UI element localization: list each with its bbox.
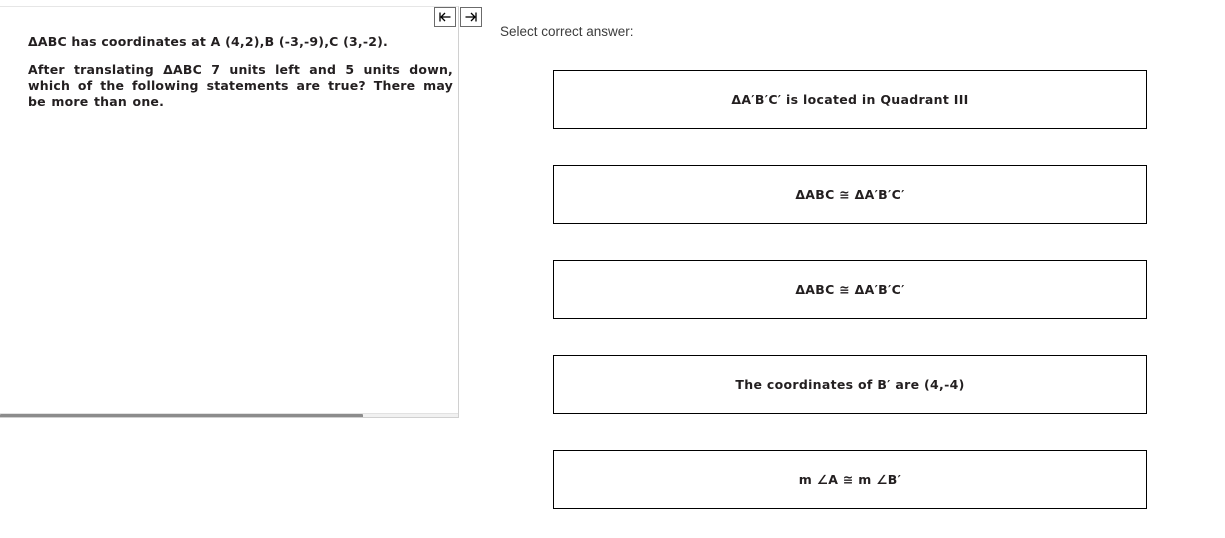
navigation-buttons (434, 7, 482, 27)
answer-choice-label: ΔA′B′C′ is located in Quadrant III (731, 92, 969, 107)
previous-question-button[interactable] (434, 7, 456, 27)
answer-choice[interactable] (553, 450, 1147, 509)
question-line-1: ΔABC has coordinates at A (4,2),B (-3,-9),C (3,-2). (28, 34, 388, 49)
question-panel (0, 6, 459, 418)
select-answer-prompt: Select correct answer: (500, 24, 634, 39)
arrow-right-bar-icon (464, 11, 478, 23)
answer-choice-label: The coordinates of B′ are (4,-4) (735, 377, 965, 392)
answer-choice-label: ΔABC ≅ ΔA′B′C′ (795, 187, 905, 202)
answer-choice-label: ΔABC ≅ ΔA′B′C′ (795, 282, 905, 297)
arrow-left-bar-icon (438, 11, 452, 23)
answer-choice[interactable] (553, 70, 1147, 129)
answers-panel (500, 0, 1200, 538)
next-question-button[interactable] (460, 7, 482, 27)
question-text (28, 34, 459, 122)
question-line-2: After translating ΔABC 7 units left and 5 units down, which of the following statements are true? There may be more than one. (28, 62, 453, 109)
answer-choice[interactable] (553, 355, 1147, 414)
question-hscrollbar-thumb[interactable] (0, 414, 363, 418)
answer-choice-list (553, 70, 1147, 538)
answer-choice-label: m ∠A ≅ m ∠B′ (798, 472, 902, 487)
answer-choice[interactable] (553, 165, 1147, 224)
answer-choice[interactable] (553, 260, 1147, 319)
